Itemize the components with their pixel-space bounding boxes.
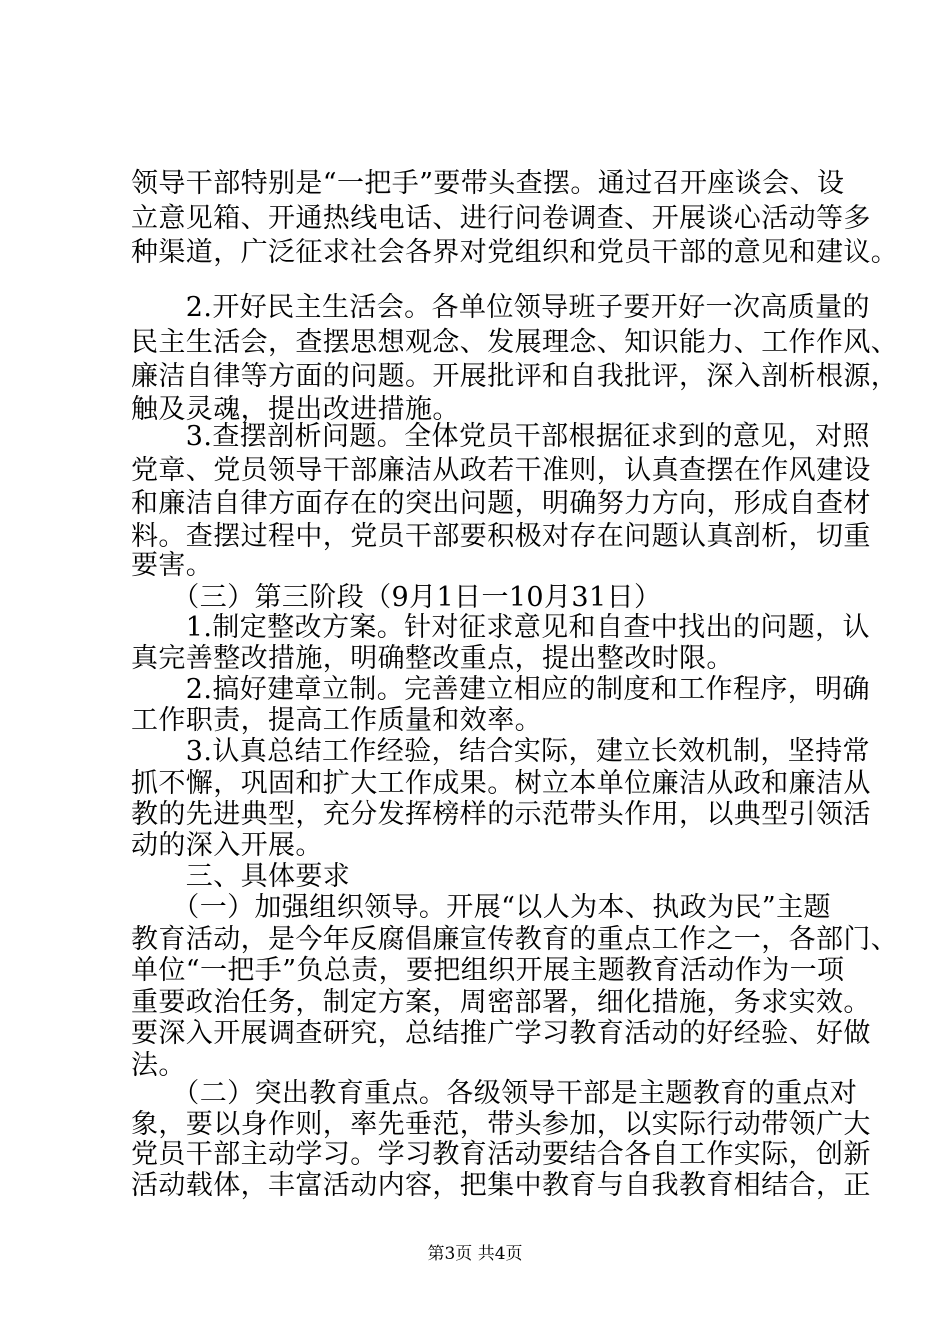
text-line: 抓不懈，巩固和扩大工作成果。树立本单位廉洁从政和廉洁从 bbox=[131, 768, 871, 799]
text-line: 教育活动，是今年反腐倡廉宣传教育的重点工作之一，各部门、 bbox=[131, 924, 899, 955]
text-line: 党员干部主动学习。学习教育活动要结合各自工作实际，创新 bbox=[131, 1139, 871, 1170]
text-line: 要深入开展调查研究，总结推广学习教育活动的好经验、好做 bbox=[131, 1018, 871, 1049]
text-line: 党章、党员领导干部廉洁从政若干准则，认真查摆在作风建设 bbox=[131, 455, 871, 486]
text-line: 廉洁自律等方面的问题。开展批评和自我批评，深入剖析根源， bbox=[131, 361, 899, 392]
text-line: （二）突出教育重点。各级领导干部是主题教育的重点对 bbox=[131, 1078, 858, 1109]
text-line: 料。查摆过程中，党员干部要积极对存在问题认真剖析，切重 bbox=[131, 521, 871, 552]
text-line: 2.开好民主生活会。各单位领导班子要开好一次高质量的 bbox=[131, 292, 870, 323]
text-line: 象，要以身作则，率先垂范，带头参加，以实际行动带领广大 bbox=[131, 1109, 871, 1140]
text-line: 领导干部特别是“一把手”要带头查摆。通过召开座谈会、设 bbox=[131, 168, 845, 199]
text-line: 三、具体要求 bbox=[131, 861, 351, 892]
text-line: 3.认真总结工作经验，结合实际，建立长效机制，坚持常 bbox=[131, 736, 870, 767]
text-line: 立意见箱、开通热线电话、进行问卷调查、开展谈心活动等多 bbox=[131, 203, 871, 234]
text-line: 法。 bbox=[131, 1050, 186, 1081]
text-line: 2.搞好建章立制。完善建立相应的制度和工作程序，明确 bbox=[131, 674, 870, 705]
text-line: 教的先进典型，充分发挥榜样的示范带头作用，以典型引领活 bbox=[131, 799, 871, 830]
text-line: 动的深入开展。 bbox=[131, 830, 323, 861]
text-line: 真完善整改措施，明确整改重点，提出整改时限。 bbox=[131, 643, 734, 674]
text-line: 触及灵魂，提出改进措施。 bbox=[131, 394, 460, 425]
text-line: 单位“一把手”负总责，要把组织开展主题教育活动作为一项 bbox=[131, 955, 845, 986]
text-line: 要害。 bbox=[131, 550, 214, 581]
text-line: 种渠道，广泛征求社会各界对党组织和党员干部的意见和建议。 bbox=[131, 237, 899, 268]
text-line: 3.查摆剖析问题。全体党员干部根据征求到的意见，对照 bbox=[131, 421, 870, 452]
text-line: 民主生活会，查摆思想观念、发展理念、知识能力、工作作风、 bbox=[131, 327, 899, 358]
text-line: 和廉洁自律方面存在的突出问题，明确努力方向，形成自查材 bbox=[131, 488, 871, 519]
text-line: 重要政治任务，制定方案，周密部署，细化措施，务求实效。 bbox=[131, 987, 871, 1018]
text-line: 工作职责，提高工作质量和效率。 bbox=[131, 705, 542, 736]
page-footer: 第3页 共4页 bbox=[427, 1244, 523, 1264]
text-line: （三）第三阶段（9月1日一10月31日） bbox=[131, 582, 662, 613]
text-line: 1.制定整改方案。针对征求意见和自查中找出的问题，认 bbox=[131, 612, 870, 643]
text-line: （一）加强组织领导。开展“以人为本、执政为民”主题 bbox=[131, 892, 831, 923]
text-line: 活动载体，丰富活动内容，把集中教育与自我教育相结合，正 bbox=[131, 1170, 871, 1201]
